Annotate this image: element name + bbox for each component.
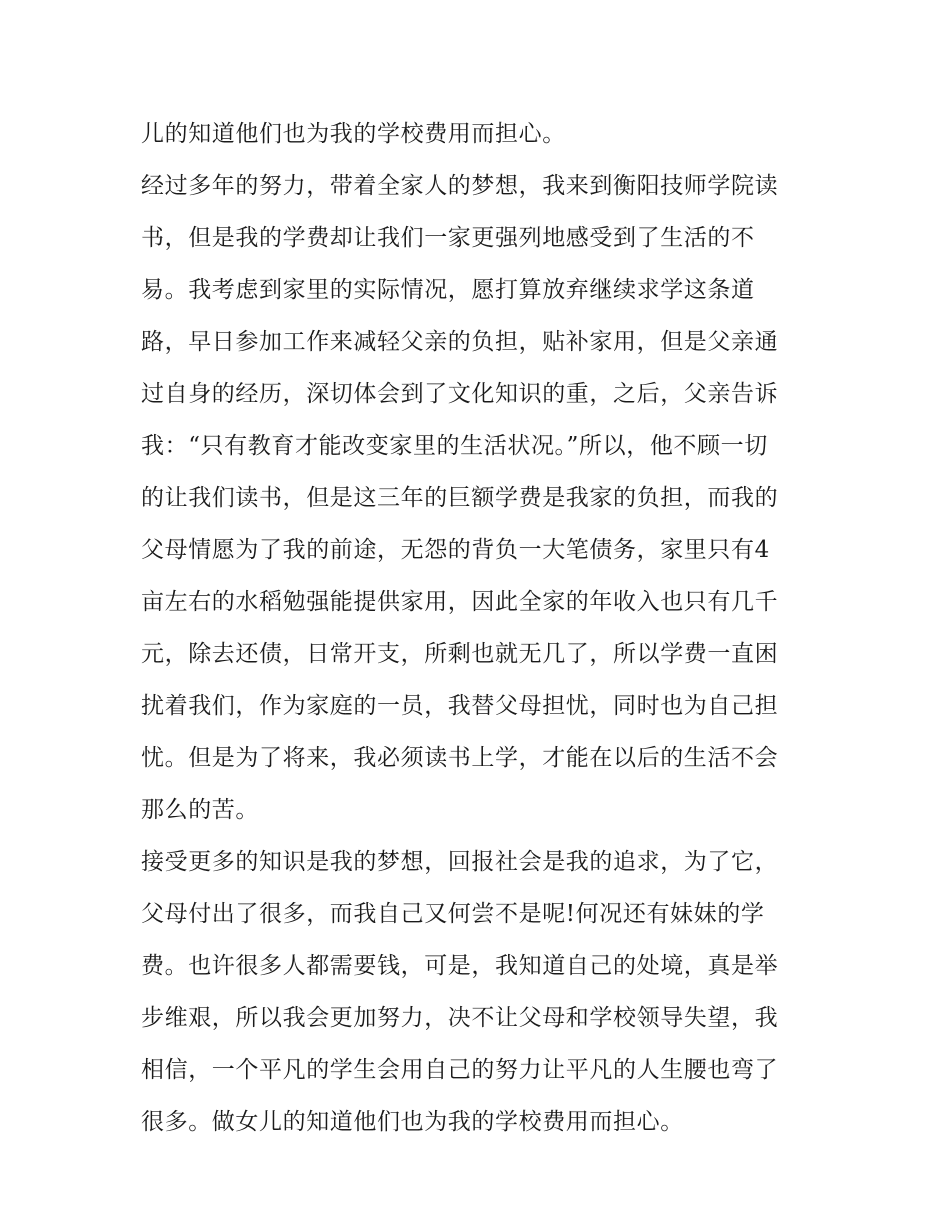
text-line: 元，除去还债，日常开支，所剩也就无几了，所以学费一直困: [141, 641, 779, 667]
text-line: 费。也许很多人都需要钱，可是，我知道自己的处境，真是举: [141, 953, 779, 979]
text-line: 易。我考虑到家里的实际情况，愿打算放弃继续求学这条道: [141, 277, 755, 303]
text-line: 父母情愿为了我的前途，无怨的背负一大笔债务，家里只有4: [141, 537, 770, 563]
text-line: 经过多年的努力，带着全家人的梦想，我来到衡阳技师学院读: [141, 173, 779, 199]
body-text: [141, 108, 821, 1148]
text-line: 接受更多的知识是我的梦想，回报社会是我的追求，为了它，: [141, 849, 779, 875]
text-line: 我：“只有教育才能改变家里的生活状况。”所以，他不顾一切: [141, 433, 768, 459]
text-line: 相信，一个平凡的学生会用自己的努力让平凡的人生腰也弯了: [141, 1057, 779, 1083]
text-line: 的让我们读书，但是这三年的巨额学费是我家的负担，而我的: [141, 485, 779, 511]
text-line: 扰着我们，作为家庭的一员，我替父母担忧，同时也为自己担: [141, 693, 779, 719]
text-line: 忧。但是为了将来，我必须读书上学，才能在以后的生活不会: [141, 745, 779, 771]
text-line: 那么的苦。: [141, 797, 259, 823]
text-line: 很多。做女儿的知道他们也为我的学校费用而担心。: [141, 1109, 684, 1135]
text-line: 路，早日参加工作来减轻父亲的负担，贴补家用，但是父亲通: [141, 329, 779, 355]
text-line: 书，但是我的学费却让我们一家更强列地感受到了生活的不: [141, 225, 755, 251]
text-line: 儿的知道他们也为我的学校费用而担心。: [141, 121, 566, 147]
text-line: 步维艰，所以我会更加努力，决不让父母和学校领导失望，我: [141, 1005, 779, 1031]
text-line: 亩左右的水稻勉强能提供家用，因此全家的年收入也只有几千: [141, 589, 779, 615]
text-line: 过自身的经历，深切体会到了文化知识的重，之后，父亲告诉: [141, 381, 779, 407]
text-line: 父母付出了很多，而我自己又何尝不是呢!何况还有妹妹的学: [141, 901, 765, 927]
